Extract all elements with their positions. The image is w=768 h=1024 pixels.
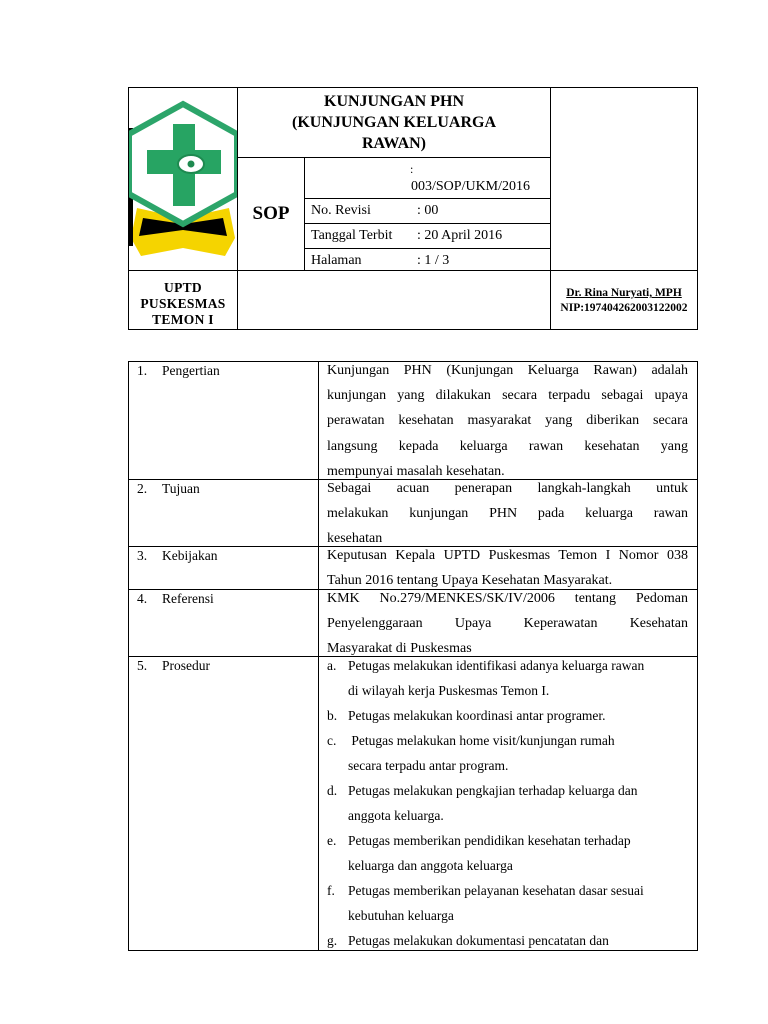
signer-nip: NIP:197404262003122002 [560, 302, 688, 314]
row-number: 3. [137, 548, 148, 563]
title-line: KUNJUNGAN PHN [324, 93, 464, 110]
date-value: : 20 April 2016 [417, 228, 503, 243]
text-line: Sebagai acuan penerapan langkah-langkah untuk [327, 481, 688, 496]
procedure-item [327, 728, 689, 778]
organization-name [129, 280, 237, 328]
row-number: 2. [137, 481, 148, 496]
header-divider [304, 248, 551, 249]
text-line: Masyarakat di Puskesmas [327, 641, 472, 657]
text-line: Keputusan Kepala UPTD Puskesmas Temon I Nomor 038 [327, 548, 688, 563]
text-line: langsung kepada keluarga rawan kesehatan yang [327, 438, 688, 454]
row-label: Referensi [162, 591, 214, 606]
text-line: mempunyai masalah kesehatan. [327, 463, 505, 479]
item-letter: f. [327, 883, 335, 898]
procedure-item [327, 928, 689, 953]
item-line: Petugas melakukan koordinasi antar programer. [348, 708, 606, 723]
item-line: anggota keluarga. [348, 808, 444, 824]
row-text [327, 586, 688, 662]
text-line: KMK No.279/MENKES/SK/IV/2006 tentang Pedoman [327, 591, 688, 606]
revision-value: : 00 [417, 203, 439, 218]
item-letter: b. [327, 708, 338, 723]
item-line: keluarga dan anggota keluarga [348, 858, 513, 874]
header-divider [304, 198, 551, 199]
row-label: Kebijakan [162, 548, 218, 563]
item-line: di wilayah kerja Puskesmas Temon I. [348, 683, 550, 699]
text-line: perawatan kesehatan masyarakat yang diberikan secara [327, 413, 688, 429]
item-line: Petugas melakukan identifikasi adanya keluarga rawan [348, 658, 645, 673]
title-line: RAWAN) [362, 135, 426, 152]
row-number: 4. [137, 591, 148, 606]
date-label: Tanggal Terbit [311, 228, 393, 243]
row-label: Prosedur [162, 658, 210, 673]
procedure-item [327, 653, 689, 703]
page-label: Halaman [311, 253, 362, 268]
item-letter: e. [327, 833, 337, 848]
document-title [238, 91, 550, 154]
header-divider [304, 223, 551, 224]
org-line: UPTD [164, 280, 202, 295]
text-line: kesehatan [327, 531, 383, 547]
procedure-item [327, 778, 689, 828]
org-line: PUSKESMAS [140, 296, 226, 311]
procedure-item [327, 878, 689, 928]
item-line: secara terpadu antar program. [348, 758, 509, 774]
text-line: kunjungan yang dilakukan secara terpadu sebagai upaya [327, 388, 688, 404]
item-letter: a. [327, 658, 337, 673]
doc-number: 003/SOP/UKM/2016 [411, 179, 531, 194]
item-line: kebutuhan keluarga [348, 908, 454, 924]
item-line: Petugas melakukan dokumentasi pencatatan dan [348, 933, 609, 948]
header-divider [237, 157, 551, 158]
text-line: Penyelenggaraan Upaya Keperawatan Kesehatan [327, 616, 688, 632]
signer-name: Dr. Rina Nuryati, MPH [566, 287, 682, 299]
page-value: : 1 / 3 [417, 253, 450, 268]
revision-label: No. Revisi [311, 203, 371, 218]
item-line: Petugas memberikan pendidikan kesehatan terhadap [348, 833, 631, 848]
doc-number-colon: : [410, 162, 414, 176]
row-number: 1. [137, 363, 148, 378]
procedure-item [327, 828, 689, 878]
header-divider [128, 270, 698, 271]
row-number: 5. [137, 658, 148, 673]
row-label: Pengertian [162, 363, 220, 378]
row-text [327, 476, 688, 552]
title-line: (KUNJUNGAN KELUARGA [292, 114, 496, 131]
item-line: Petugas melakukan pengkajian terhadap keluarga dan [348, 783, 638, 798]
text-line: Kunjungan PHN (Kunjungan Keluarga Rawan) adalah [327, 363, 688, 378]
row-text [327, 358, 688, 484]
procedure-item [327, 703, 689, 728]
puskesmas-logo [129, 100, 237, 260]
header-divider [304, 157, 305, 271]
text-line: melakukan kunjungan PHN pada keluarga rawan [327, 506, 688, 522]
item-letter: c. [327, 733, 337, 748]
item-letter: g. [327, 933, 338, 948]
item-line: Petugas memberikan pelayanan kesehatan dasar sesuai [348, 883, 644, 898]
sop-label: SOP [252, 203, 290, 224]
item-line: Petugas melakukan home visit/kunjungan rumah [348, 733, 615, 748]
row-label: Tujuan [162, 481, 200, 496]
org-line: TEMON I [152, 312, 214, 327]
item-letter: d. [327, 783, 338, 798]
text-line: Tahun 2016 tentang Upaya Kesehatan Masyarakat. [327, 573, 613, 589]
